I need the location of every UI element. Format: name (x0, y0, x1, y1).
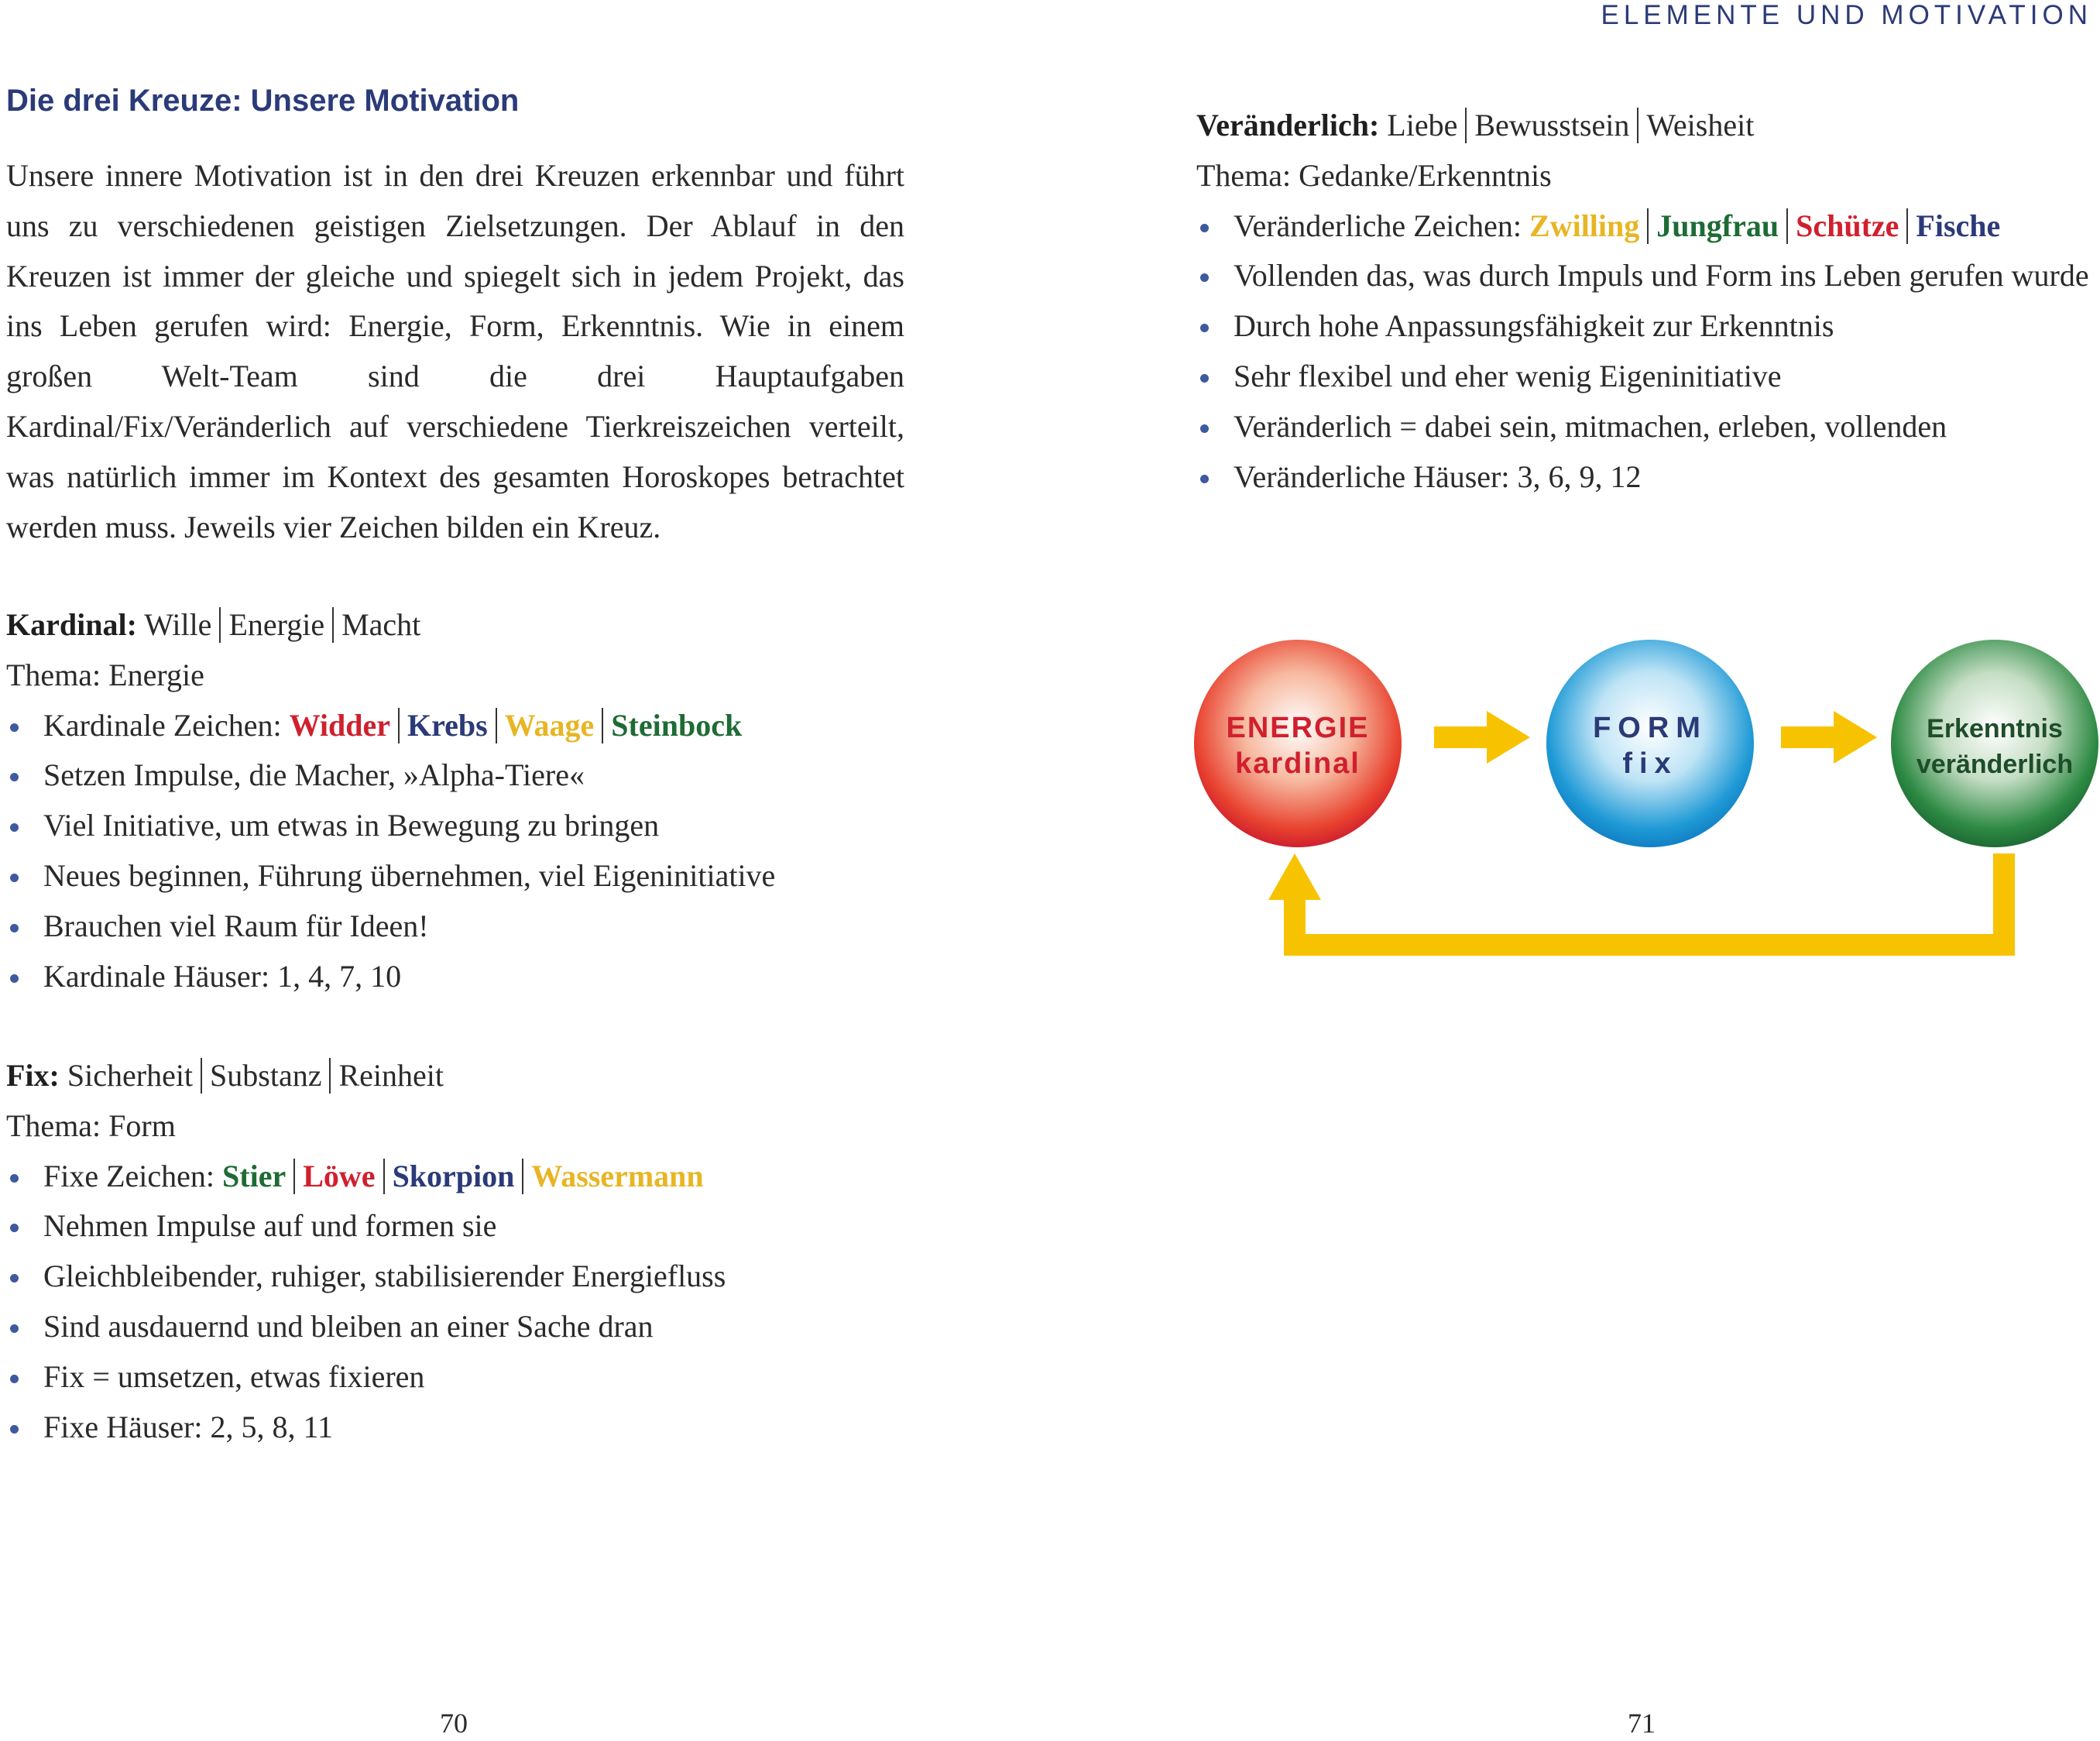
kardinal-signs-item (6, 701, 1059, 751)
running-head: ELEMENTE UND MOTIVATION (1601, 0, 2092, 30)
list-item: Fix = umsetzen, etwas fixieren (6, 1352, 1059, 1403)
energie-sublabel: kardinal (1235, 747, 1361, 780)
fix-heading (6, 1051, 1059, 1101)
kardinal-section (6, 600, 1059, 1001)
page-number-left: 70 (440, 1708, 468, 1739)
form-circle (1546, 640, 1754, 847)
veraenderlich-list (1196, 201, 2095, 503)
kardinal-keyword: Energie (228, 607, 325, 642)
arrow2-shaft (1781, 726, 1837, 748)
list-item: Sehr flexibel und eher wenig Eigeninitiative (1196, 352, 2095, 402)
fix-keyword: Sicherheit (67, 1058, 194, 1093)
sign-schuetze: Schütze (1796, 208, 1899, 243)
sign-skorpion: Skorpion (392, 1158, 515, 1193)
veraenderlich-term: Veränderlich: (1196, 108, 1380, 143)
arrow2-head (1834, 711, 1877, 764)
signs-label: Kardinale Zeichen: (43, 707, 282, 743)
section-title: Die drei Kreuze: Unsere Motivation (6, 84, 520, 118)
fix-keyword: Substanz (210, 1058, 322, 1093)
form-label: FORM (1593, 712, 1707, 744)
arrow1-shaft (1434, 726, 1490, 748)
sign-krebs: Krebs (407, 707, 488, 743)
fix-signs-item (6, 1152, 1059, 1202)
motivation-cycle-diagram (1185, 620, 2100, 976)
veraenderlich-signs-item (1196, 201, 2095, 252)
veraenderlich-section (1196, 101, 2095, 502)
list-item: Viel Initiative, um etwas in Bewegung zu bringen (6, 801, 1059, 851)
sign-wassermann: Wassermann (531, 1158, 704, 1193)
erkenntnis-circle (1891, 640, 2098, 847)
list-item: Gleichbleibender, ruhiger, stabilisierender Energiefluss (6, 1252, 1059, 1302)
sign-jungfrau: Jungfrau (1656, 208, 1779, 243)
veraenderlich-heading (1196, 101, 2095, 151)
veraenderlich-keyword: Bewusstsein (1474, 108, 1630, 143)
feedback-loop-arrow (1268, 853, 2004, 945)
sign-waage: Waage (504, 707, 595, 743)
list-item: Durch hohe Anpassungsfähigkeit zur Erkenntnis (1196, 301, 2095, 352)
veraenderlich-thema: Thema: Gedanke/Erkenntnis (1196, 157, 1552, 193)
page-number-right: 71 (1628, 1708, 1656, 1739)
form-sublabel: fix (1622, 747, 1678, 780)
veraenderlich-keyword: Weisheit (1646, 108, 1755, 143)
signs-label: Fixe Zeichen: (43, 1158, 215, 1193)
list-item: Neues beginnen, Führung übernehmen, viel Eigeninitiative (6, 851, 1059, 901)
list-item: Veränderlich = dabei sein, mitmachen, erleben, vollenden (1196, 402, 2095, 452)
kardinal-heading (6, 600, 1059, 651)
erkenntnis-label: Erkenntnis (1927, 714, 2063, 743)
list-item: Sind ausdauernd und bleiben an einer Sache dran (6, 1302, 1059, 1352)
erkenntnis-sublabel: veränderlich (1916, 750, 2074, 779)
arrow1-head (1487, 711, 1530, 764)
fix-list (6, 1152, 1059, 1453)
list-item: Vollenden das, was durch Impuls und Form ins Leben gerufen wurde (1196, 251, 2095, 301)
loop-path (1295, 853, 2004, 945)
sign-stier: Stier (222, 1158, 287, 1193)
arrow-right-icon (1434, 711, 1530, 764)
kardinal-keyword: Macht (341, 607, 421, 642)
fix-section (6, 1051, 1059, 1452)
kardinal-list (6, 701, 1059, 1002)
energie-label: ENERGIE (1226, 712, 1370, 744)
kardinal-keyword: Wille (144, 607, 212, 642)
sign-loewe: Löwe (303, 1158, 376, 1193)
intro-paragraph: Unsere innere Motivation ist in den drei Kreuzen erkennbar und führt uns zu verschiedenen geistigen Zielsetzungen. Der Ablauf in den Kreuzen ist immer der gleiche und spiegelt sich in jedem Projekt, das ins Leben gerufen wird: Energie, Form, Erkenntnis. Wie in einem großen Welt-Team sind die drei Hauptaufgaben Kardinal/Fix/Veränderlich auf verschiedene Tierkreiszeichen verteilt, was natürlich immer im Kontext des gesamten Horoskopes betrachtet werden muss. Jeweils vier Zeichen bilden ein Kreuz. (6, 158, 904, 544)
sign-widder: Widder (289, 707, 391, 743)
kardinal-thema: Thema: Energie (6, 657, 204, 692)
veraenderlich-keyword: Liebe (1387, 108, 1458, 143)
fix-thema: Thema: Form (6, 1107, 176, 1143)
list-item: Veränderliche Häuser: 3, 6, 9, 12 (1196, 452, 2095, 503)
loop-arrowhead (1268, 853, 1321, 900)
sign-zwilling: Zwilling (1529, 208, 1640, 243)
list-item: Brauchen viel Raum für Ideen! (6, 901, 1059, 952)
signs-label: Veränderliche Zeichen: (1234, 208, 1522, 243)
arrow-right-icon (1781, 711, 1877, 764)
list-item: Setzen Impulse, die Macher, »Alpha-Tiere« (6, 750, 1059, 801)
list-item: Fixe Häuser: 2, 5, 8, 11 (6, 1403, 1059, 1453)
list-item: Kardinale Häuser: 1, 4, 7, 10 (6, 952, 1059, 1002)
kardinal-term: Kardinal: (6, 607, 137, 642)
energie-circle (1194, 640, 1402, 847)
sign-steinbock: Steinbock (611, 707, 743, 743)
sign-fische: Fische (1916, 208, 2001, 243)
fix-keyword: Reinheit (338, 1058, 444, 1093)
fix-term: Fix: (6, 1058, 60, 1093)
list-item: Nehmen Impulse auf und formen sie (6, 1201, 1059, 1252)
